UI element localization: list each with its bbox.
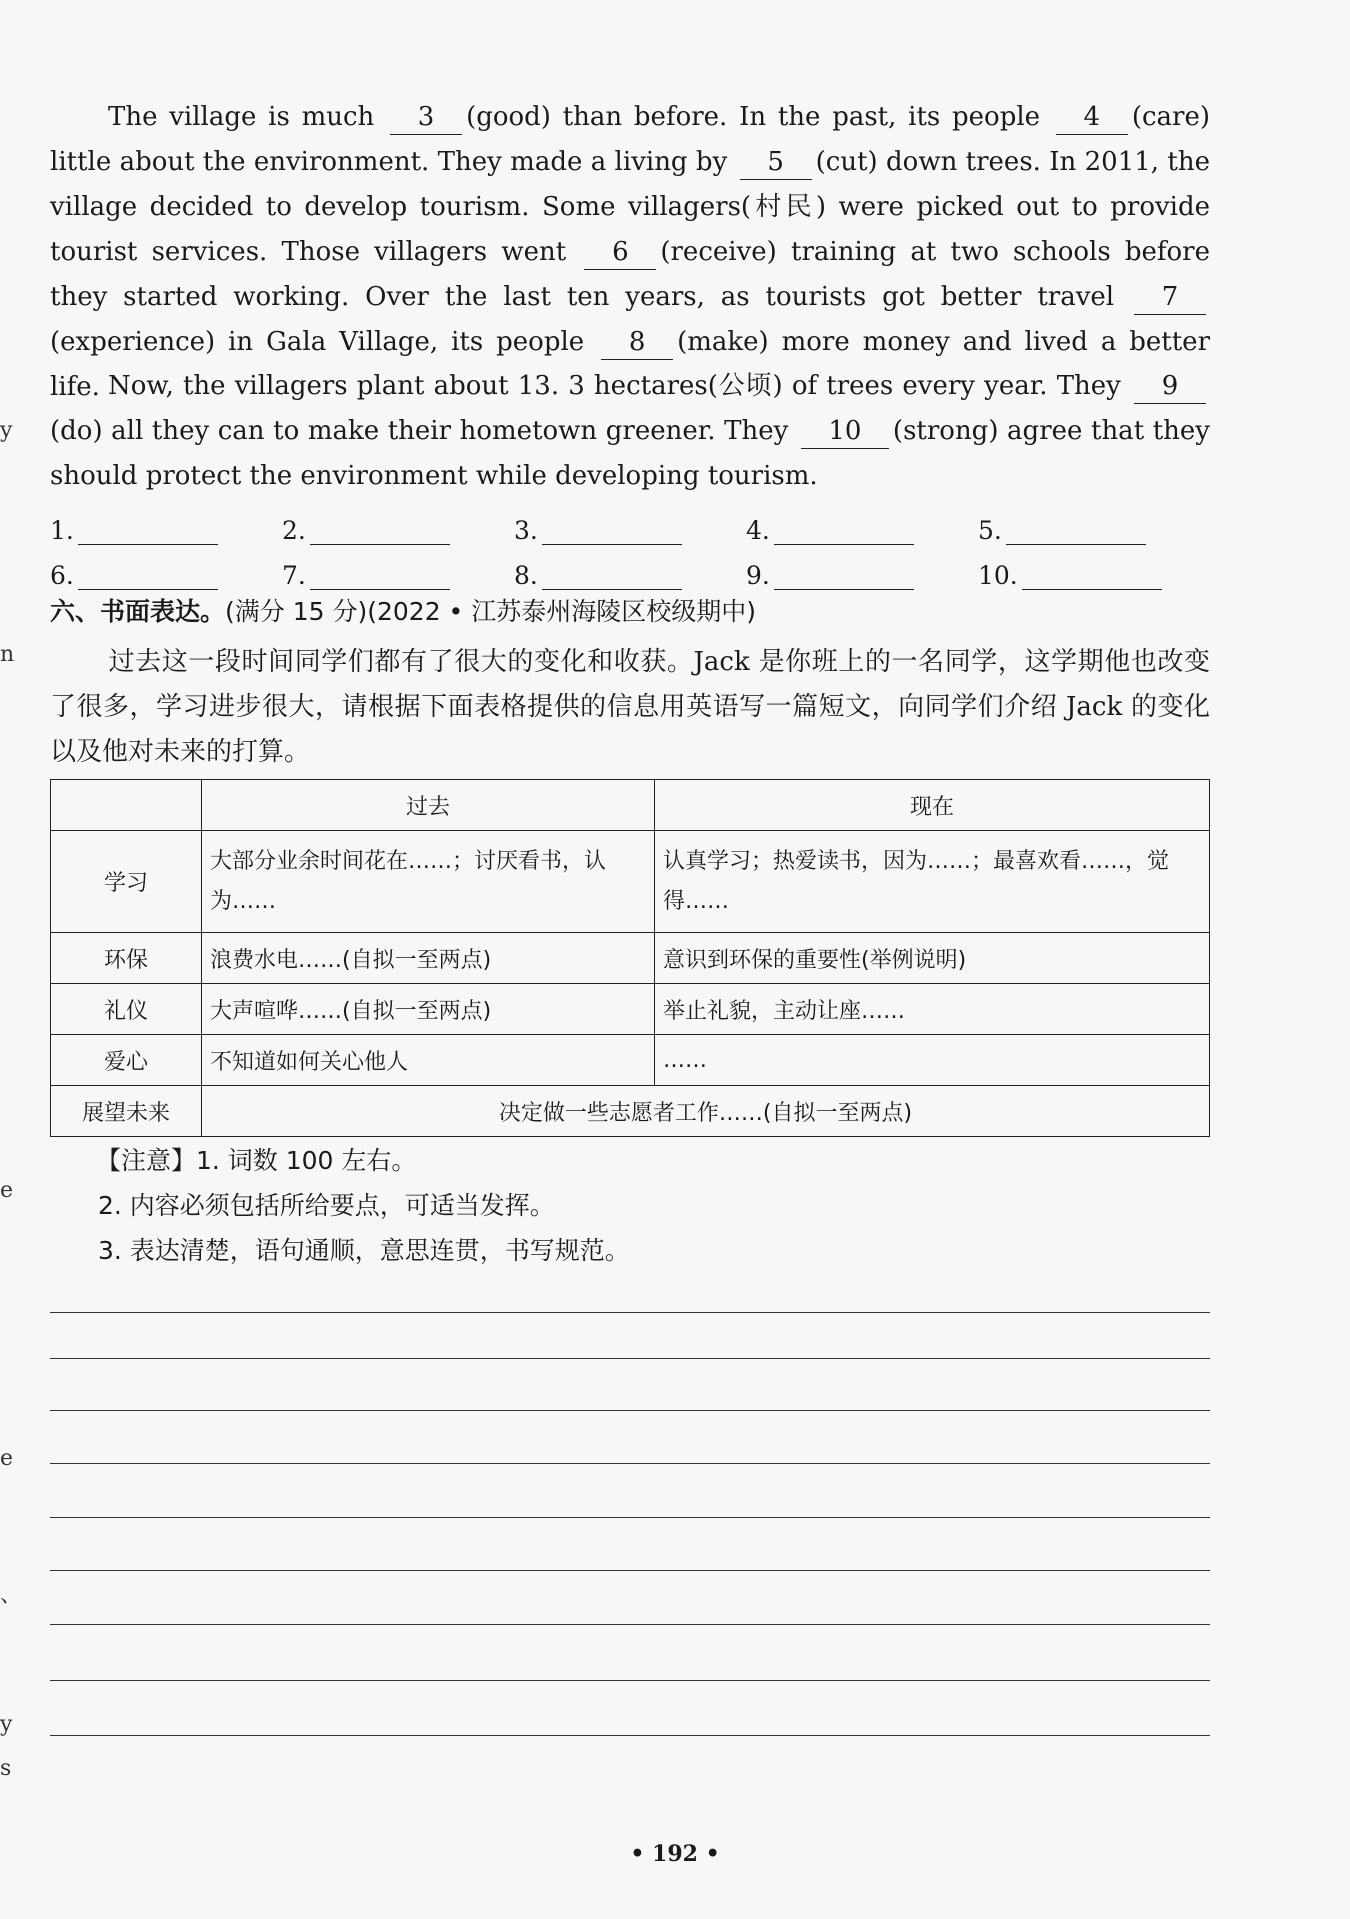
row-label: 环保 xyxy=(51,933,202,984)
table-corner-cell xyxy=(51,780,202,831)
cell-past: 不知道如何关心他人 xyxy=(202,1035,655,1086)
edge-fragment: s xyxy=(0,1756,12,1781)
edge-fragment: n xyxy=(0,642,15,667)
section-title xyxy=(50,592,756,628)
edge-fragment: e xyxy=(0,1446,14,1471)
answer-line[interactable] xyxy=(310,516,450,545)
fill-blank[interactable]: 10 xyxy=(801,414,889,449)
answer-item: 9. xyxy=(746,561,978,590)
passage-text: (good) than before. In the past, its people xyxy=(466,102,1052,132)
section-title-rest: (满分 15 分)(2022 • 江苏泰州海陵区校级期中) xyxy=(225,597,756,626)
cell-now: 意识到环保的重要性(举例说明) xyxy=(655,933,1210,984)
answer-line[interactable] xyxy=(1022,561,1162,590)
fill-blank[interactable]: 9 xyxy=(1134,369,1206,404)
table-row xyxy=(51,831,1210,933)
note-1: 【注意】1. 词数 100 左右。 xyxy=(96,1146,417,1175)
table-future-row xyxy=(51,1086,1210,1137)
edge-fragment: e xyxy=(0,1178,14,1203)
table-row xyxy=(51,933,1210,984)
answer-line[interactable] xyxy=(774,516,914,545)
answer-line[interactable] xyxy=(542,561,682,590)
answer-line[interactable] xyxy=(78,561,218,590)
table-row xyxy=(51,984,1210,1035)
passage-text: (do) all they can to make their hometown greener. They xyxy=(50,416,797,446)
writing-line[interactable] xyxy=(50,1517,1210,1518)
answer-line[interactable] xyxy=(542,516,682,545)
fill-blank[interactable]: 3 xyxy=(390,100,462,135)
answer-row xyxy=(50,500,1210,545)
answer-item: 7. xyxy=(282,561,514,590)
passage-text: (receive) training at two schools before they started working. Over the last ten years, as tourists got better travel xyxy=(50,237,1210,312)
cell-now: 认真学习；热爱读书，因为……；最喜欢看……，觉得…… xyxy=(655,831,1210,933)
writing-prompt: 过去这一段时间同学们都有了很大的变化和收获。Jack 是你班上的一名同学，这学期他也改变了很多，学习进步很大，请根据下面表格提供的信息用英语写一篇短文，向同学们介绍 Jack 的变化以及他对未来的打算。 xyxy=(50,647,1210,767)
fill-blank[interactable]: 7 xyxy=(1134,280,1206,315)
passage-paragraph-1 xyxy=(50,95,1210,410)
writing-line[interactable] xyxy=(50,1624,1210,1625)
notes xyxy=(98,1138,630,1273)
answer-item: 5. xyxy=(978,516,1210,545)
cell-now: …… xyxy=(655,1035,1210,1086)
answer-line[interactable] xyxy=(1006,516,1146,545)
answer-item: 4. xyxy=(746,516,978,545)
answer-item: 10. xyxy=(978,561,1210,590)
answer-blanks xyxy=(50,500,1210,590)
passage-text: (care) little about the environment. They made a living by xyxy=(50,102,1210,177)
answer-line[interactable] xyxy=(310,561,450,590)
passage-text: (make) more money and lived a better life. xyxy=(50,327,1210,402)
fill-blank[interactable]: 6 xyxy=(584,235,656,270)
answer-item: 6. xyxy=(50,561,282,590)
answer-item: 2. xyxy=(282,516,514,545)
answer-line[interactable] xyxy=(78,516,218,545)
writing-line[interactable] xyxy=(50,1680,1210,1681)
note-2: 2. 内容必须包括所给要点，可适当发挥。 xyxy=(98,1191,555,1220)
section-title-bold: 六、书面表达。 xyxy=(50,597,226,626)
cell-past: 大部分业余时间花在……；讨厌看书，认为…… xyxy=(202,831,655,933)
writing-line[interactable] xyxy=(50,1358,1210,1359)
writing-line[interactable] xyxy=(50,1570,1210,1571)
fill-blank[interactable]: 4 xyxy=(1056,100,1128,135)
table-header-row xyxy=(51,780,1210,831)
row-label: 礼仪 xyxy=(51,984,202,1035)
page-number: • 192 • xyxy=(630,1841,720,1867)
passage-text: The village is much xyxy=(108,102,387,132)
cell-past: 大声喧哗……(自拟一至两点) xyxy=(202,984,655,1035)
passage-text: (cut) down trees. In 2011, the village decided to develop tourism. Some villagers(村民) were picked out to provide tourist services. Those villagers went xyxy=(50,147,1211,267)
row-label: 爱心 xyxy=(51,1035,202,1086)
edge-fragment: y xyxy=(0,418,13,443)
answer-item: 1. xyxy=(50,516,282,545)
fill-blank[interactable]: 5 xyxy=(740,145,812,180)
passage-text: (experience) in Gala Village, its people xyxy=(50,327,598,357)
passage-text: Now, the villagers plant about 13. 3 hectares(公顷) of trees every year. They xyxy=(108,371,1130,401)
answer-row xyxy=(50,545,1210,590)
answer-line[interactable] xyxy=(774,561,914,590)
writing-line[interactable] xyxy=(50,1312,1210,1313)
edge-fragment: 、 xyxy=(0,1583,23,1608)
row-label: 展望未来 xyxy=(51,1086,202,1137)
answer-item: 3. xyxy=(514,516,746,545)
table-header-now: 现在 xyxy=(655,780,1210,831)
table-header-past: 过去 xyxy=(202,780,655,831)
writing-line[interactable] xyxy=(50,1735,1210,1736)
cell-past: 浪费水电……(自拟一至两点) xyxy=(202,933,655,984)
table-row xyxy=(51,1035,1210,1086)
answer-item: 8. xyxy=(514,561,746,590)
cell-future: 决定做一些志愿者工作……(自拟一至两点) xyxy=(202,1086,1210,1137)
info-table xyxy=(50,779,1210,1137)
edge-fragment: y xyxy=(0,1712,13,1737)
passage-paragraph-2 xyxy=(50,364,1210,499)
writing-line[interactable] xyxy=(50,1463,1210,1464)
writing-line[interactable] xyxy=(50,1410,1210,1411)
passage-text: (strong) agree that they should protect the environment while developing tourism. xyxy=(50,416,1210,491)
row-label: 学习 xyxy=(51,831,202,933)
note-3: 3. 表达清楚，语句通顺，意思连贯，书写规范。 xyxy=(98,1236,630,1265)
cell-now: 举止礼貌，主动让座…… xyxy=(655,984,1210,1035)
fill-blank[interactable]: 8 xyxy=(601,325,673,360)
